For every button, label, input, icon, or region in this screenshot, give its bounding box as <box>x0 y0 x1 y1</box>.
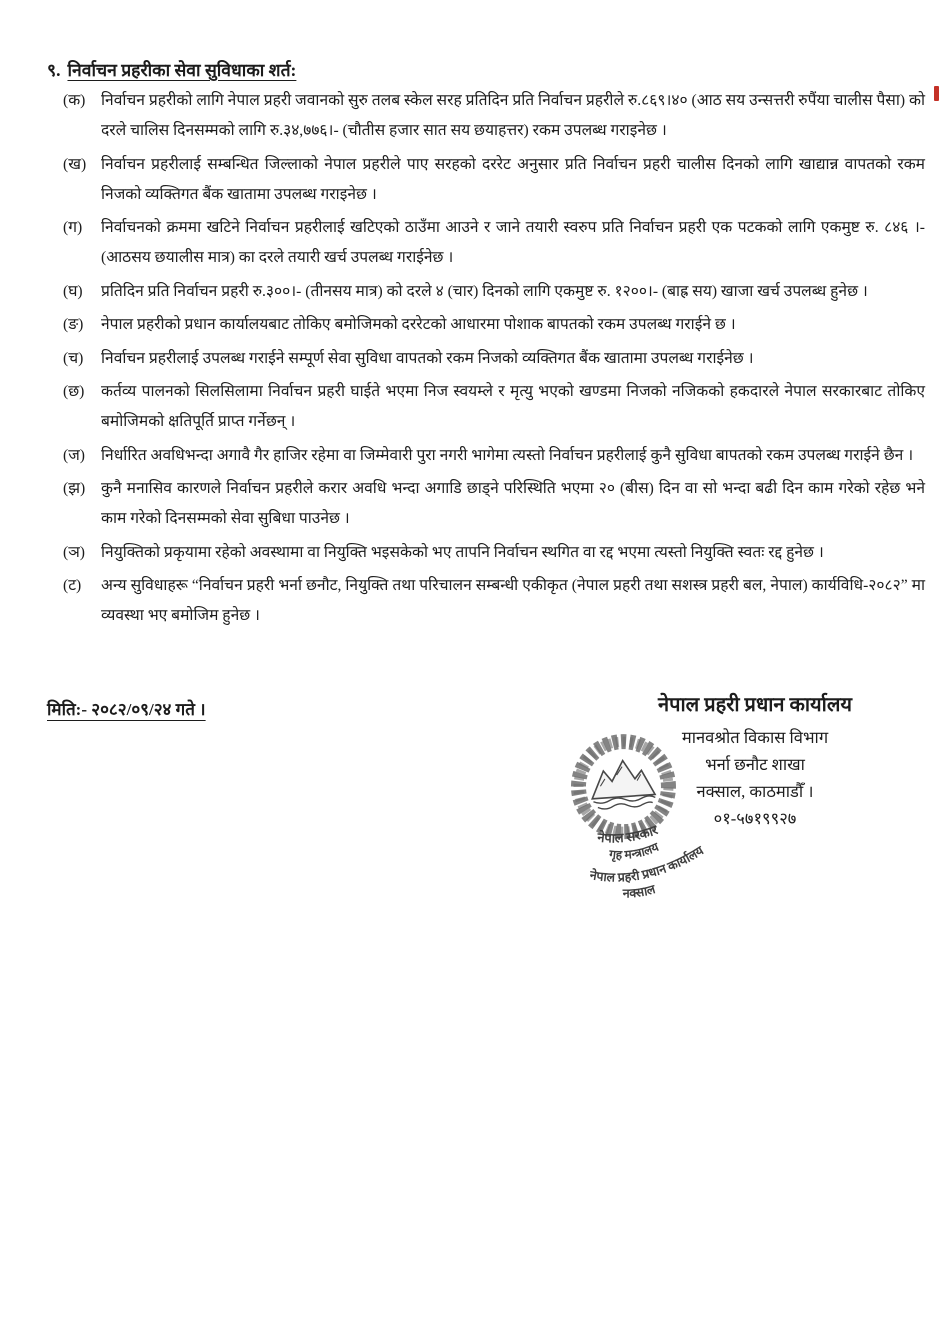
list-item <box>63 474 925 534</box>
item-text: प्रतिदिन प्रति निर्वाचन प्रहरी रु.३००।- (तीनसय मात्र) को दरले ४ (चार) दिनको लागि एकमुष्ट रु. १२००।- (बाह्र सय) खाजा खर्च उपलब्ध हुनेछ । <box>101 282 868 300</box>
item-label: (च) <box>63 349 84 367</box>
list-item <box>63 344 925 374</box>
item-label: (ख) <box>63 155 87 173</box>
list-item <box>63 86 925 146</box>
item-text: कर्तव्य पालनको सिलसिलामा निर्वाचन प्रहरी घाईते भएमा निज स्वयम्ले र मृत्यु भएको खण्डमा निजको नजिकको हकदारले नेपाल सरकारबाट तोकिए बमोजिमको क्षतिपूर्ति प्राप्त गर्नेछन् । <box>101 383 925 430</box>
item-text: अन्य सुविधाहरू “निर्वाचन प्रहरी भर्ना छनौट, नियुक्ति तथा परिचालन सम्बन्धी एकीकृत (नेपाल प्रहरी तथा सशस्त्र प्रहरी बल, नेपाल) कार्यविधि-२०८२” मा व्यवस्था भए बमोजिम हुनेछ । <box>101 577 925 624</box>
list-item <box>63 213 925 273</box>
item-text: निर्धारित अवधिभन्दा अगावै गैर हाजिर रहेमा वा जिम्मेवारी पुरा नगरी भागेमा त्यस्तो निर्वाचन प्रहरीलाई कुनै सुविधा बापतको रकम उपलब्ध गराईने छैन । <box>101 446 914 464</box>
svg-text:नक्साल <box>621 882 658 902</box>
seal-location-text: नक्साल <box>622 882 657 901</box>
office-phone: ०१-५७१९९२७ <box>713 809 797 828</box>
office-title: नेपाल प्रहरी प्रधान कार्यालय <box>658 694 852 716</box>
section-title: निर्वाचन प्रहरीका सेवा सुविधाका शर्त: <box>67 60 297 80</box>
item-text: निर्वाचनको क्रममा खटिने निर्वाचन प्रहरीलाई खटिएको ठाउँमा आउने र जाने तयारी स्वरुप प्रति निर्वाचन प्रहरी एक पटकको लागि एकमुष्ट रु. ८४६ ।- (आठसय छयालीस मात्र) का दरले तयारी खर्च उपलब्ध गराईनेछ । <box>101 219 925 266</box>
list-item <box>63 441 925 471</box>
section-number: ९. <box>47 60 61 80</box>
list-item <box>63 571 925 631</box>
item-label: (झ) <box>63 480 86 497</box>
list-item <box>63 277 925 307</box>
item-text: कुनै मनासिव कारणले निर्वाचन प्रहरीले करार अवधि भन्दा अगाडि छाड्ने परिस्थिति भएमा २० (बीस) दिन वा सो भन्दा बढी दिन काम गरेको रहेछ भने काम गरेको दिनसम्मको सेवा सुबिधा पाउनेछ । <box>101 480 925 527</box>
item-label: (ज) <box>63 446 85 464</box>
item-text: निर्वाचन प्रहरीलाई सम्बन्धित जिल्लाको नेपाल प्रहरीले पाए सरहको दररेट अनुसार प्रति निर्वाचन प्रहरी चालीस दिनको लागि खाद्यान्न वापतको रकम निजको व्यक्तिगत बैंक खातामा उपलब्ध गराइनेछ । <box>101 155 925 203</box>
item-label: (ञ) <box>63 543 85 561</box>
item-text: नियुक्तिको प्रकृयामा रहेको अवस्थामा वा नियुक्ति भइसकेको भए तापनि निर्वाचन स्थगित वा रद्द भएमा त्यस्तो नियुक्ति स्वतः रद्द हुनेछ । <box>101 543 824 561</box>
office-section: भर्ना छनौट शाखा <box>705 755 805 774</box>
nepal-police-seal-icon <box>540 721 757 923</box>
item-text: निर्वाचन प्रहरीलाई उपलब्ध गराईने सम्पूर्ण सेवा सुविधा वापतको रकम निजको व्यक्तिगत बैंक खातामा उपलब्ध गराईनेछ । <box>101 349 754 367</box>
item-label: (ङ) <box>63 316 84 333</box>
list-item <box>63 310 925 340</box>
date-line: मिति:- २०८२/०९/२४ गते । <box>47 700 206 719</box>
item-text: निर्वाचन प्रहरीको लागि नेपाल प्रहरी जवानको सुरु तलब स्केल सरह प्रतिदिन प्रति निर्वाचन प्रहरीले रु.८६९।४० (आठ सय उन्सत्तरी रुपैंया चालीस पैसा) को दरले चालिस दिनसम्मको लागि रु.३४,७७६।- (चौतीस हजार सात सय छयाहत्तर) रकम उपलब्ध गराइनेछ । <box>101 92 925 139</box>
item-label: (घ) <box>63 282 83 300</box>
seal-government-text: नेपाल सरकार <box>596 821 660 846</box>
seal-ministry-text: गृह मन्त्रालय <box>608 839 661 862</box>
item-text: नेपाल प्रहरीको प्रधान कार्यालयबाट तोकिए बमोजिमको दररेटको आधारमा पोशाक बापतको रकम उपलब्ध गराईने छ । <box>101 316 736 333</box>
item-label: (छ) <box>63 383 85 400</box>
red-edge-mark <box>934 86 939 101</box>
terms-list <box>63 86 925 635</box>
list-item <box>63 377 925 437</box>
list-item <box>63 538 925 568</box>
list-item <box>63 150 925 210</box>
section-heading <box>47 58 296 82</box>
seal-office-text: नेपाल प्रहरी प्रधान कार्यालय <box>588 843 706 885</box>
office-address: नक्साल, काठमाडौँ । <box>696 782 814 801</box>
item-label: (ट) <box>63 577 82 594</box>
item-label: (ग) <box>63 219 83 236</box>
office-department: मानवश्रोत विकास विभाग <box>681 728 829 747</box>
item-label: (क) <box>63 92 86 109</box>
